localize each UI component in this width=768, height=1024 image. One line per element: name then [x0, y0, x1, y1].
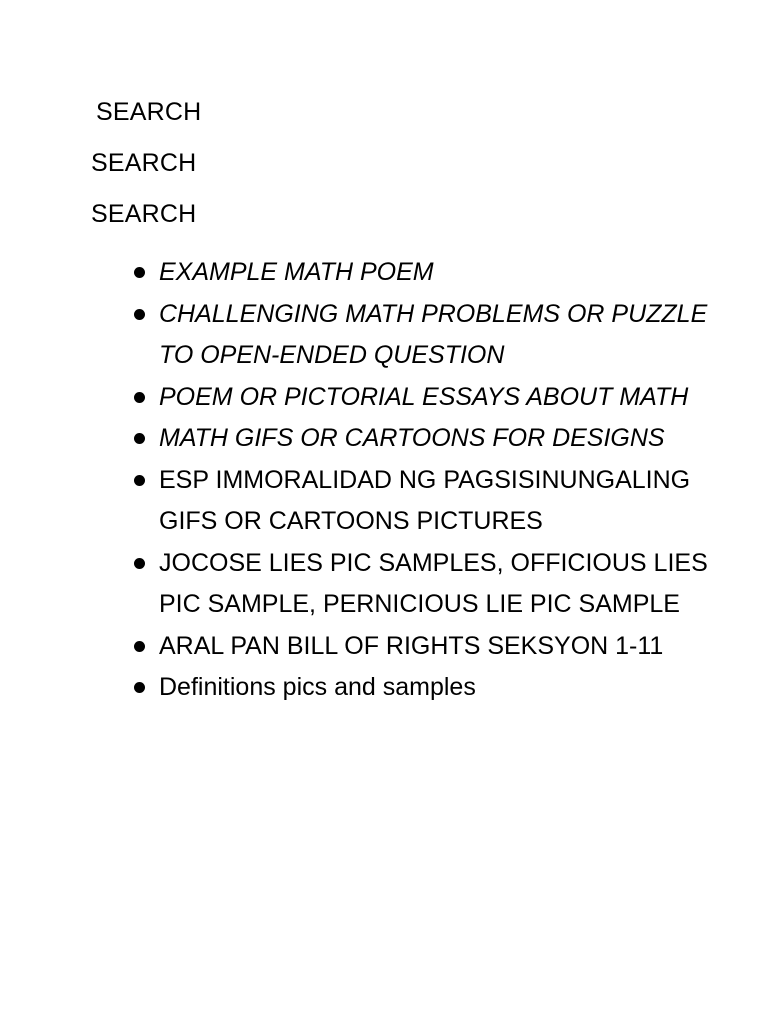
bullet-icon: [134, 433, 145, 444]
list-item: [131, 626, 731, 668]
bullet-icon: [134, 475, 145, 486]
list-item: [131, 460, 731, 543]
list-item: [131, 543, 731, 626]
list-item-text: CHALLENGING MATH PROBLEMS OR PUZZLE TO OPEN-ENDED QUESTION: [159, 299, 708, 369]
list-item-text: ARAL PAN BILL OF RIGHTS SEKSYON 1-11: [159, 631, 664, 660]
bullet-icon: [134, 392, 145, 403]
list-item-text: MATH GIFS OR CARTOONS FOR DESIGNS: [159, 424, 665, 452]
list-item: [131, 377, 731, 419]
list-item-text: JOCOSE LIES PIC SAMPLES, OFFICIOUS LIES PIC SAMPLE, PERNICIOUS LIE PIC SAMPLE: [159, 548, 708, 618]
bullet-icon: [134, 641, 145, 652]
bullet-icon: [134, 682, 145, 693]
list-item: [131, 667, 731, 709]
list-item: [131, 418, 731, 460]
list-item-text: ESP IMMORALIDAD NG PAGSISINUNGALING GIFS OR CARTOONS PICTURES: [159, 465, 691, 535]
bullet-icon: [134, 309, 145, 320]
search-topic-list: [131, 252, 731, 709]
list-item-text: EXAMPLE MATH POEM: [159, 258, 434, 286]
search-heading-1: SEARCH: [96, 98, 202, 126]
bullet-icon: [134, 558, 145, 569]
list-item: [131, 294, 731, 377]
list-item: [131, 252, 731, 294]
list-item-text: Definitions pics and samples: [159, 673, 476, 701]
search-heading-3: SEARCH: [91, 200, 197, 228]
list-item-text: POEM OR PICTORIAL ESSAYS ABOUT MATH: [159, 382, 689, 411]
search-heading-2: SEARCH: [91, 149, 197, 177]
bullet-icon: [134, 267, 145, 278]
